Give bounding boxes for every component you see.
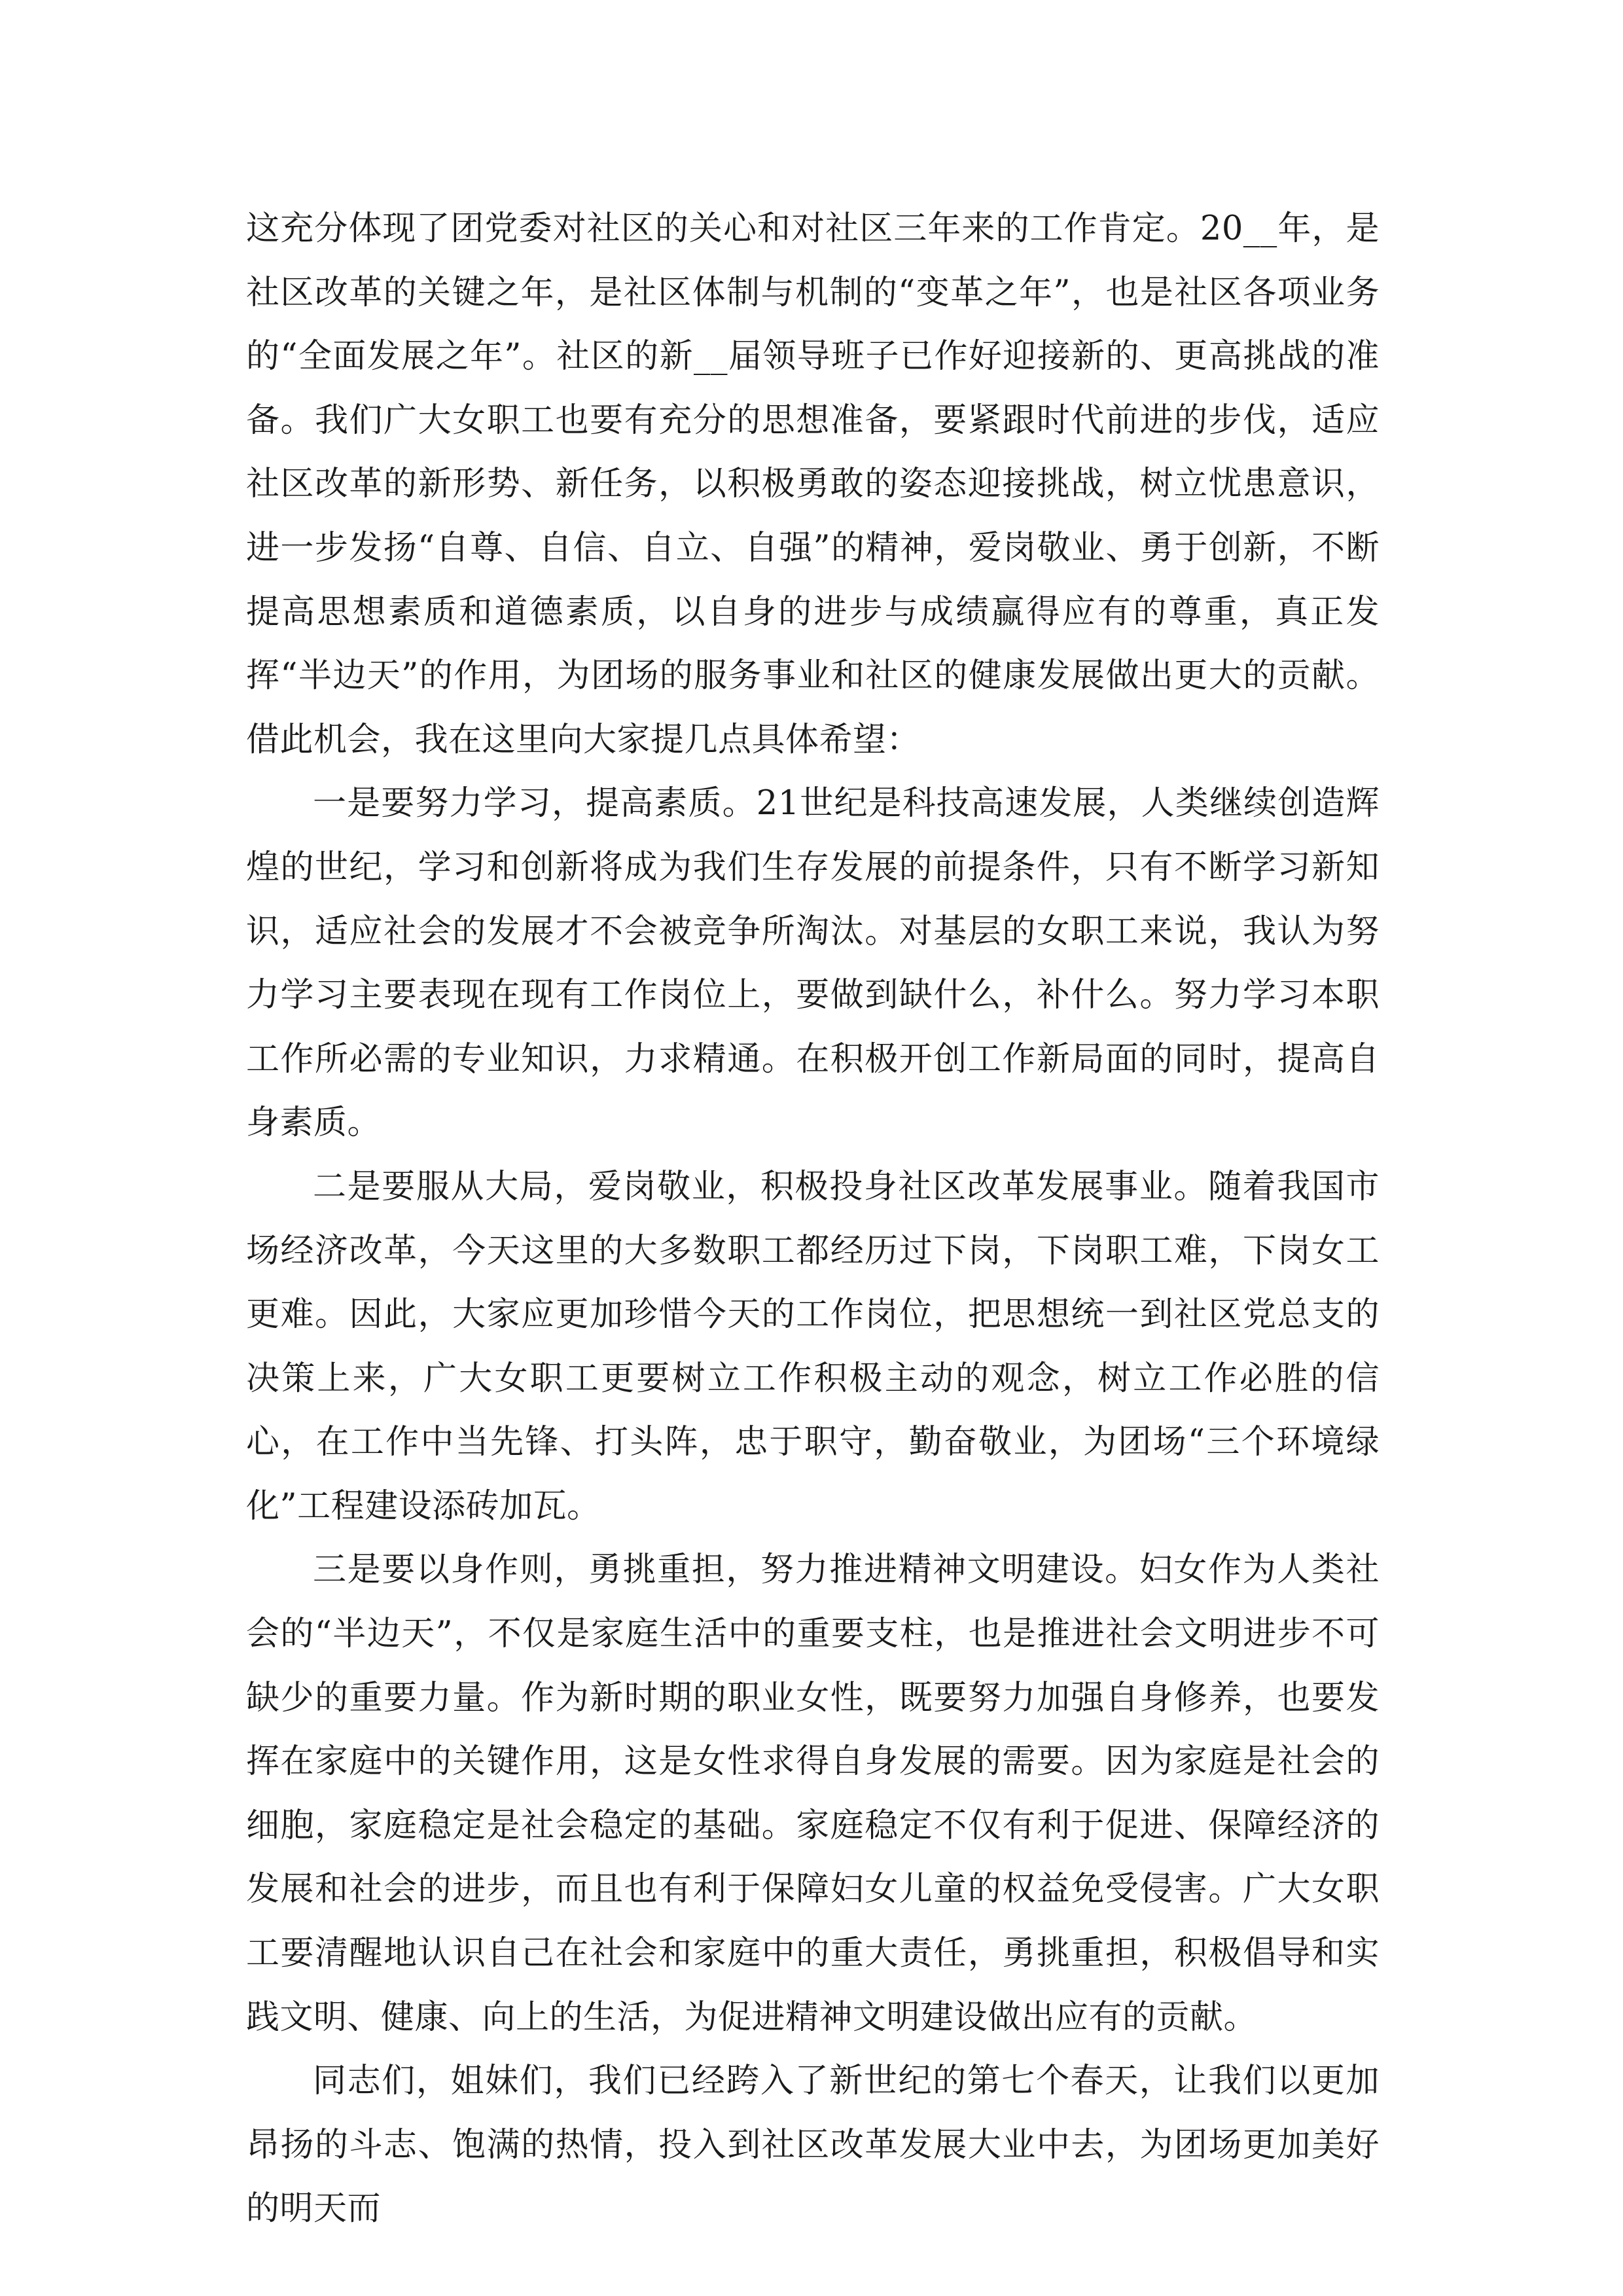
paragraph-overall-situation: 二是要服从大局，爱岗敬业，积极投身社区改革发展事业。随着我国市场经济改革，今天这里的大多数职工都经历过下岗，下岗职工难，下岗女工更难。因此，大家应更加珍惜今天的工作岗位，把思想统一到社区党总支的决策上来，广大女职工更要树立工作积极主动的观念，树立工作必胜的信心，在工作中当先锋、打头阵，忠于职守，勤奋敬业，为团场“三个环境绿化”工程建设添砖加瓦。	[246, 1167, 1380, 1526]
paragraph-closing: 同志们，姐妹们，我们已经跨入了新世纪的第七个春天，让我们以更加昂扬的斗志、饱满的热情，投入到社区改革发展大业中去，为团场更加美好的明天而	[246, 2062, 1380, 2229]
paragraph-study: 一是要努力学习，提高素质。21世纪是科技高速发展，人类继续创造辉煌的世纪，学习和创新将成为我们生存发展的前提条件，只有不断学习新知识，适应社会的发展才不会被竞争所淘汰。对基层的女职工来说，我认为努力学习主要表现在现有工作岗位上，要做到缺什么，补什么。努力学习本职工作所必需的专业知识，力求精通。在积极开创工作新局面的同时，提高自身素质。	[246, 784, 1380, 1143]
paragraph-spiritual-civilization: 三是要以身作则，勇挑重担，努力推进精神文明建设。妇女作为人类社会的“半边天”，不仅是家庭生活中的重要支柱，也是推进社会文明进步不可缺少的重要力量。作为新时期的职业女性，既要努力加强自身修养，也要发挥在家庭中的关键作用，这是女性求得自身发展的需要。因为家庭是社会的细胞，家庭稳定是社会稳定的基础。家庭稳定不仅有利于促进、保障经济的发展和社会的进步，而且也有利于保障妇女儿童的权益免受侵害。广大女职工要清醒地认识自己在社会和家庭中的重大责任，勇挑重担，积极倡导和实践文明、健康、向上的生活，为促进精神文明建设做出应有的贡献。	[246, 1551, 1380, 2037]
paragraph-continuation: 这充分体现了团党委对社区的关心和对社区三年来的工作肯定。20__年，是社区改革的关键之年，是社区体制与机制的“变革之年”，也是社区各项业务的“全面发展之年”。社区的新__届领导班子已作好迎接新的、更高挑战的准备。我们广大女职工也要有充分的思想准备，要紧跟时代前进的步伐，适应社区改革的新形势、新任务，以积极勇敢的姿态迎接挑战，树立忧患意识，进一步发扬“自尊、自信、自立、自强”的精神，爱岗敬业、勇于创新，不断提高思想素质和道德素质，以自身的进步与成绩赢得应有的尊重，真正发挥“半边天”的作用，为团场的服务事业和社区的健康发展做出更大的贡献。借此机会，我在这里向大家提几点具体希望：	[246, 209, 1380, 759]
document-body	[246, 197, 1380, 2241]
